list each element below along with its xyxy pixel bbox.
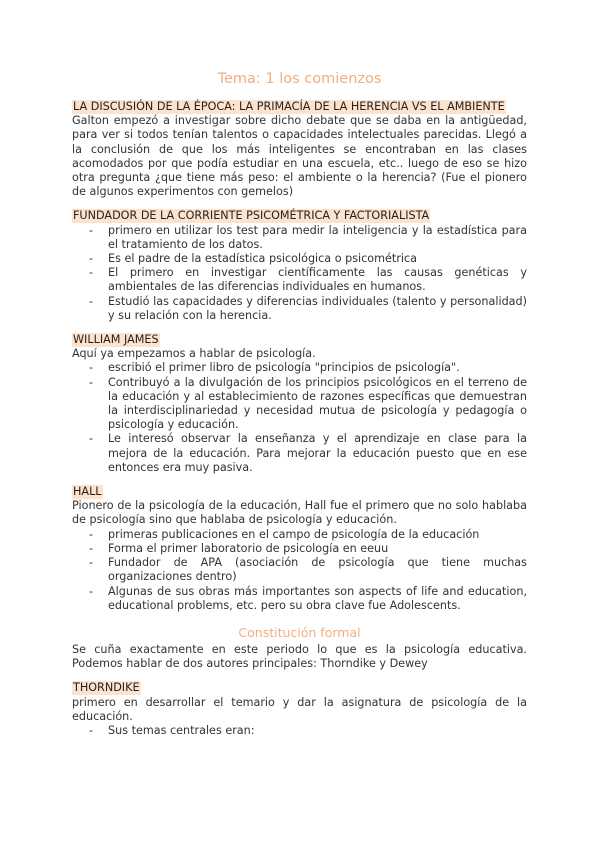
section-paragraph: Pionero de la psicología de la educación, Hall fue el primero que no solo hablaba de psicología sino que hablaba de psicología y educación. <box>72 499 527 527</box>
list-item: - escribió el primer libro de psicología "principios de psicología". <box>89 361 527 375</box>
section-constitucion <box>72 643 527 671</box>
list-item: - Es el padre de la estadística psicológica o psicométrica <box>89 252 527 266</box>
list-item: - Sus temas centrales eran: <box>89 724 527 738</box>
section-william-james <box>72 333 527 475</box>
section-paragraph: primero en desarrollar el temario y dar la asignatura de psicología de la educación. <box>72 695 527 723</box>
section-subtitle: Constitución formal <box>238 624 361 640</box>
bullet-list <box>72 361 527 475</box>
list-item: - primero en utilizar los test para medir la inteligencia y la estadística para el tratamiento de los datos. <box>89 224 527 252</box>
section-hall <box>72 485 527 613</box>
section-heading: THORNDIKE <box>73 681 140 695</box>
list-item: - Fundador de APA (asociación de psicología que tiene muchas organizaciones dentro) <box>89 556 527 584</box>
section-heading: WILLIAM JAMES <box>73 333 159 347</box>
bullet-list <box>72 528 527 613</box>
list-item: - primeras publicaciones en el campo de psicología de la educación <box>89 528 527 542</box>
list-item: - Algunas de sus obras más importantes son aspects of life and education, educational problems, etc. pero su obra clave fue Adolescents. <box>89 585 527 613</box>
section-psicometrica <box>72 209 527 323</box>
section-heading: FUNDADOR DE LA CORRIENTE PSICOMÉTRICA Y FACTORIALISTA <box>73 209 430 223</box>
page-title: Tema: 1 los comienzos <box>217 71 382 87</box>
section-paragraph: Galton empezó a investigar sobre dicho debate que se daba en la antigüedad, para ver si todos tenían talentos o capacidades intelectuales parecidas. Llegó a la conclusión de que los más inteligentes se encontraban en las clases acomodados por que podía estudiar en una escuela, etc.. luego de eso se hizo otra pregunta ¿que tiene más peso: el ambiente o la herencia? (Fue el pionero de algunos experimentos con gemelos) <box>72 114 527 199</box>
section-thorndike <box>72 681 527 738</box>
section-paragraph: Se cuña exactamente en este periodo lo que es la psicología educativa. Podemos hablar de dos autores principales: Thorndike y Dewey <box>72 642 527 671</box>
document-content <box>72 70 527 748</box>
section-herencia-ambiente <box>72 100 527 199</box>
list-item: - Contribuyó a la divulgación de los principios psicológicos en el terreno de la educación y al establecimiento de razones específicas que demuestran la interdisciplinariedad y necesidad mutua de psicología y pedagogía o psicología y educación. <box>89 376 527 433</box>
list-item: - El primero en investigar científicamente las causas genéticas y ambientales de las diferencias individuales en humanos. <box>89 266 527 294</box>
section-heading: LA DISCUSIÓN DE LA ÉPOCA: LA PRIMACÍA DE LA HERENCIA VS EL AMBIENTE <box>73 100 505 113</box>
bullet-list <box>72 724 527 738</box>
list-item: - Forma el primer laboratorio de psicología en eeuu <box>89 542 527 556</box>
list-item: - Estudió las capacidades y diferencias individuales (talento y personalidad) y su relación con la herencia. <box>89 295 527 323</box>
bullet-list <box>72 224 527 323</box>
list-item: - Le interesó observar la enseñanza y el aprendizaje en clase para la mejora de la educación. Para mejorar la educación puesto que en ese entonces era muy pasiva. <box>89 432 527 475</box>
section-heading: HALL <box>73 485 102 499</box>
section-paragraph: Aquí ya empezamos a hablar de psicología. <box>72 347 316 361</box>
